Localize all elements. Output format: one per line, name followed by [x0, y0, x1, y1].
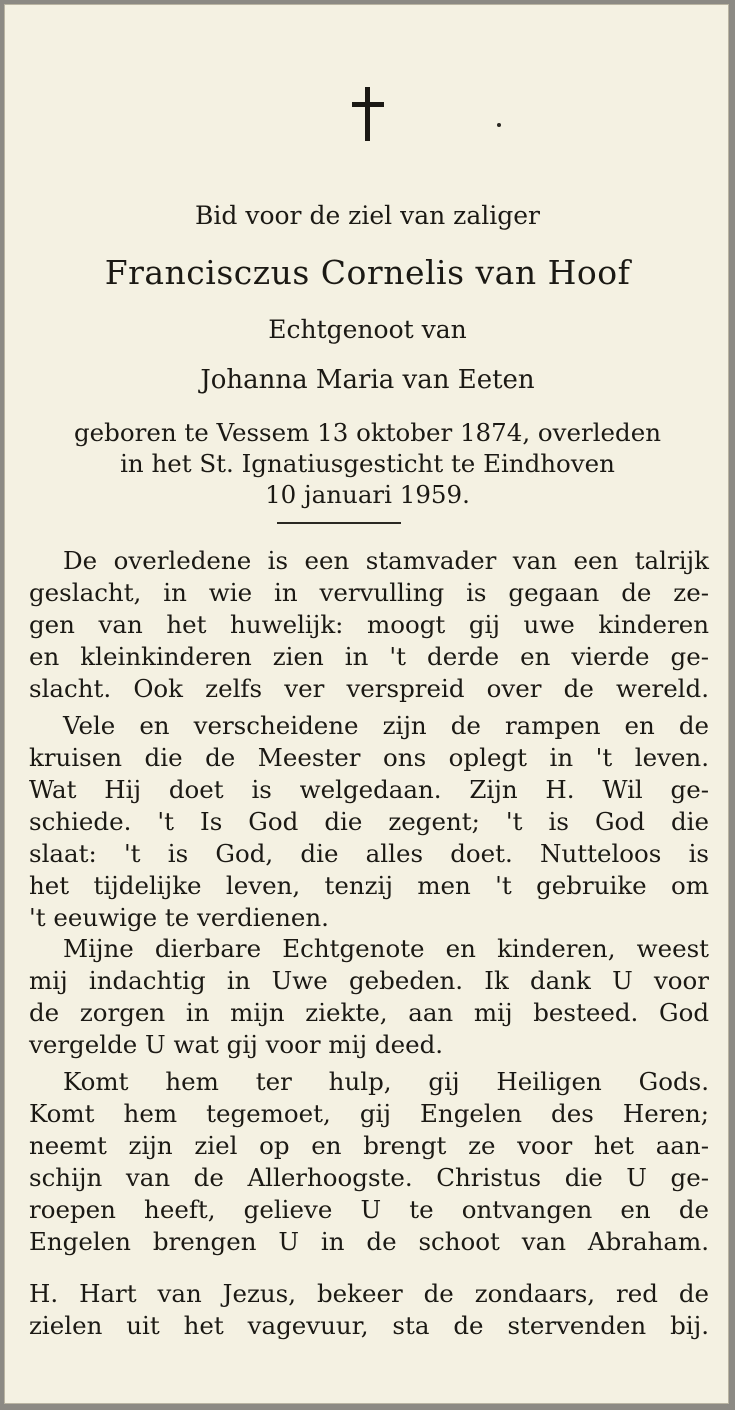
spouse-label: Echtgenoot van	[268, 315, 467, 344]
text-line: schiede. 't Is God die zegent; 't is God die	[29, 807, 709, 836]
paragraph-farewell	[29, 933, 709, 1061]
text-line: gen van het huwelijk: moogt gij uwe kinderen	[29, 610, 709, 639]
memorial-card	[4, 4, 729, 1404]
text-line: Komt hem tegemoet, gij Engelen des Heren;	[29, 1099, 709, 1128]
birth-death-line: geboren te Vessem 13 oktober 1874, overleden	[74, 418, 661, 447]
paragraph-family	[29, 545, 709, 705]
paragraph-sacred-heart	[29, 1278, 709, 1342]
text-line: H. Hart van Jezus, bekeer de zondaars, red de	[29, 1279, 709, 1308]
text-line: en kleinkinderen zien in 't derde en vierde ge-	[29, 642, 709, 671]
text-line: 't eeuwige te verdienen.	[29, 903, 329, 932]
ink-speck	[497, 123, 501, 127]
text-line: geslacht, in wie in vervulling is gegaan de ze-	[29, 578, 709, 607]
birth-death-info	[5, 417, 730, 510]
spouse-name: Johanna Maria van Eeten	[200, 365, 535, 395]
text-line: Komt hem ter hulp, gij Heiligen Gods.	[63, 1067, 709, 1096]
text-line: Wat Hij doet is welgedaan. Zijn H. Wil ge-	[29, 775, 709, 804]
text-line: neemt zijn ziel op en brengt ze voor het aan-	[29, 1131, 709, 1160]
text-line: slacht. Ook zelfs ver verspreid over de wereld.	[29, 674, 709, 703]
birth-death-line: 10 januari 1959.	[265, 480, 470, 509]
text-line: zielen uit het vagevuur, sta de stervenden bij.	[29, 1311, 709, 1340]
text-line: roepen heeft, gelieve U te ontvangen en de	[29, 1195, 709, 1224]
text-line: Engelen brengen U in de schoot van Abraham.	[29, 1227, 709, 1256]
deceased-name: Francisczus Cornelis van Hoof	[104, 253, 631, 292]
divider-rule	[277, 522, 401, 524]
text-line: Mijne dierbare Echtgenote en kinderen, weest	[63, 934, 709, 963]
paragraph-trials	[29, 710, 709, 934]
text-line: mij indachtig in Uwe gebeden. Ik dank U voor	[29, 966, 709, 995]
text-line: het tijdelijke leven, tenzij men 't gebruike om	[29, 871, 709, 900]
paragraph-prayer-saints	[29, 1066, 709, 1258]
text-line: de zorgen in mijn ziekte, aan mij besteed. God	[29, 998, 709, 1027]
birth-death-line: in het St. Ignatiusgesticht te Eindhoven	[120, 449, 615, 478]
text-line: vergelde U wat gij voor mij deed.	[29, 1030, 444, 1059]
text-line: De overledene is een stamvader van een talrijk	[63, 546, 709, 575]
cross-icon	[346, 85, 390, 145]
text-line: schijn van de Allerhoogste. Christus die U ge-	[29, 1163, 709, 1192]
prayer-intro: Bid voor de ziel van zaliger	[195, 201, 540, 230]
text-line: slaat: 't is God, die alles doet. Nutteloos is	[29, 839, 709, 868]
text-line: kruisen die de Meester ons oplegt in 't leven.	[29, 743, 709, 772]
text-line: Vele en verscheidene zijn de rampen en de	[63, 711, 709, 740]
